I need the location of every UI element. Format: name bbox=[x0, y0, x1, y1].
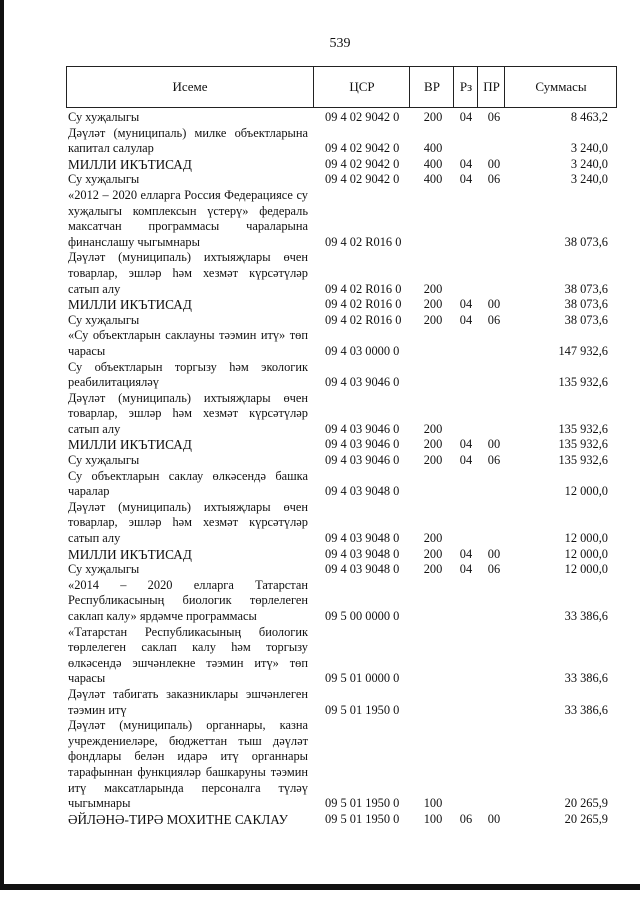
row-csr: 09 4 02 R016 0 bbox=[325, 281, 402, 296]
row-rz: 04 bbox=[459, 312, 473, 327]
row-pr: 00 bbox=[487, 156, 501, 171]
row-name: «2014 – 2020 елларга Татарстан Республикасының биологик төрлелеген саклап калу» ярдәмче программасы bbox=[68, 577, 308, 623]
table-row bbox=[68, 188, 608, 250]
row-vr: 200 bbox=[423, 312, 443, 327]
table-row bbox=[68, 313, 608, 329]
table-row bbox=[68, 360, 608, 391]
row-vr: 200 bbox=[423, 453, 443, 468]
row-amount: 38 073,6 bbox=[564, 281, 608, 296]
row-csr: 09 5 01 0000 0 bbox=[325, 671, 400, 686]
row-csr: 09 5 01 1950 0 bbox=[325, 702, 400, 717]
row-vr: 200 bbox=[423, 546, 443, 561]
table-row bbox=[68, 126, 608, 157]
table-row bbox=[68, 297, 608, 313]
row-amount: 38 073,6 bbox=[564, 312, 608, 327]
row-pr: 00 bbox=[487, 546, 501, 561]
row-rz: 06 bbox=[459, 811, 473, 826]
row-vr: 400 bbox=[423, 141, 443, 156]
row-amount: 135 932,6 bbox=[558, 453, 608, 468]
row-name: МИЛЛИ ИКЪТИСАД bbox=[68, 156, 192, 172]
header-amount: Суммасы bbox=[504, 67, 617, 107]
row-csr: 09 4 02 R016 0 bbox=[325, 234, 402, 249]
row-rz: 04 bbox=[459, 546, 473, 561]
row-amount: 38 073,6 bbox=[564, 297, 608, 312]
row-name: МИЛЛИ ИКЪТИСАД bbox=[68, 297, 192, 313]
row-amount: 3 240,0 bbox=[570, 141, 608, 156]
row-amount: 135 932,6 bbox=[558, 375, 608, 390]
row-vr: 200 bbox=[423, 110, 443, 124]
row-pr: 06 bbox=[487, 562, 501, 577]
row-name: Дәүләт (муниципаль) ихтыяҗлары өчен товарлар, эшләр һәм хезмәт күрсәтүләр сатып алу bbox=[68, 250, 308, 296]
row-rz: 04 bbox=[459, 562, 473, 577]
scan-left-border bbox=[0, 0, 4, 890]
row-name: «Су объектларын саклауны тәэмин итү» төп чарасы bbox=[68, 328, 308, 358]
row-csr: 09 4 03 9048 0 bbox=[325, 562, 400, 577]
row-csr: 09 4 02 R016 0 bbox=[325, 297, 402, 312]
header-name: Исеме bbox=[172, 79, 208, 94]
row-rz: 04 bbox=[459, 297, 473, 312]
row-amount: 20 265,9 bbox=[564, 811, 608, 826]
row-vr: 200 bbox=[423, 531, 443, 546]
row-csr: 09 4 02 9042 0 bbox=[325, 141, 400, 156]
row-rz: 04 bbox=[459, 156, 473, 171]
row-name: Дәүләт (муниципаль) ихтыяҗлары өчен товарлар, эшләр һәм хезмәт күрсәтүләр сатып алу bbox=[68, 499, 308, 546]
row-csr: 09 5 01 1950 0 bbox=[325, 811, 400, 826]
table-row bbox=[68, 328, 608, 359]
table-row bbox=[68, 812, 608, 828]
row-amount: 33 386,6 bbox=[564, 671, 608, 686]
header-rz: Рз bbox=[453, 67, 478, 107]
row-rz: 04 bbox=[459, 437, 473, 452]
row-vr: 200 bbox=[423, 281, 443, 296]
row-csr: 09 4 02 9042 0 bbox=[325, 172, 400, 187]
row-amount: 38 073,6 bbox=[564, 234, 608, 249]
row-name: ӘЙЛӘНӘ-ТИРӘ МОХИТНЕ САКЛАУ bbox=[68, 811, 288, 827]
row-name: МИЛЛИ ИКЪТИСАД bbox=[68, 546, 192, 562]
row-pr: 06 bbox=[487, 312, 501, 327]
table-header bbox=[66, 66, 617, 108]
row-name: Су хуҗалыгы bbox=[68, 562, 140, 577]
table-row bbox=[68, 625, 608, 687]
row-amount: 20 265,9 bbox=[564, 796, 608, 811]
row-rz: 04 bbox=[459, 453, 473, 468]
table-body bbox=[68, 110, 608, 827]
row-name: Дәүләт (муниципаль) органнары, казна учреждениеләре, бюджеттан тыш дәүләт фондлары белән идарә итү органнары тарафыннан функцияләр башкаруны тәэмин итү максатларында персоналга түләү чыгымнары bbox=[68, 718, 308, 811]
row-rz: 04 bbox=[459, 172, 473, 187]
row-csr: 09 4 03 9046 0 bbox=[325, 437, 400, 452]
table-row bbox=[68, 250, 608, 297]
row-csr: 09 4 03 9046 0 bbox=[325, 453, 400, 468]
row-amount: 33 386,6 bbox=[564, 609, 608, 623]
row-name: Дәүләт табигать заказниклары эшчәнлеген тәэмин итү bbox=[68, 686, 308, 717]
table-row bbox=[68, 562, 608, 578]
row-vr: 200 bbox=[423, 297, 443, 312]
row-pr: 00 bbox=[487, 297, 501, 312]
row-name: Су хуҗалыгы bbox=[68, 172, 140, 187]
row-csr: 09 5 01 1950 0 bbox=[325, 796, 400, 811]
row-vr: 100 bbox=[423, 796, 443, 811]
row-csr: 09 4 02 R016 0 bbox=[325, 312, 402, 327]
table-row bbox=[68, 172, 608, 188]
row-csr: 09 4 03 0000 0 bbox=[325, 343, 400, 358]
table-row bbox=[68, 718, 608, 812]
row-name: Су объектларын торгызу һәм экологик реабилитацияләү bbox=[68, 359, 308, 390]
row-name: «Татарстан Республикасының биологик төрлелеген саклап калу һәм торгызу өлкәсендә эшчәнлекне тәэмин итү» төп чарасы bbox=[68, 624, 308, 686]
row-amount: 33 386,6 bbox=[564, 702, 608, 717]
row-vr: 200 bbox=[423, 421, 443, 436]
row-amount: 147 932,6 bbox=[558, 343, 608, 358]
row-name: Су хуҗалыгы bbox=[68, 110, 140, 124]
row-pr: 06 bbox=[487, 172, 501, 187]
row-amount: 8 463,2 bbox=[570, 110, 608, 124]
header-pr: ПР bbox=[477, 67, 505, 107]
table-row bbox=[68, 547, 608, 563]
row-csr: 09 4 03 9046 0 bbox=[325, 375, 400, 390]
row-csr: 09 4 03 9046 0 bbox=[325, 421, 400, 436]
row-amount: 12 000,0 bbox=[564, 484, 608, 499]
row-vr: 100 bbox=[423, 811, 443, 826]
table-row bbox=[68, 453, 608, 469]
row-csr: 09 4 02 9042 0 bbox=[325, 110, 400, 124]
table-row bbox=[68, 157, 608, 173]
row-name: Су хуҗалыгы bbox=[68, 453, 140, 468]
row-vr: 200 bbox=[423, 437, 443, 452]
row-csr: 09 4 03 9048 0 bbox=[325, 546, 400, 561]
row-name: МИЛЛИ ИКЪТИСАД bbox=[68, 437, 192, 453]
row-pr: 00 bbox=[487, 437, 501, 452]
row-pr: 00 bbox=[487, 811, 501, 826]
row-csr: 09 4 03 9048 0 bbox=[325, 531, 400, 546]
row-name: Су хуҗалыгы bbox=[68, 312, 140, 327]
row-name: Дәүләт (муниципаль) милке объектларына капитал салулар bbox=[68, 125, 308, 156]
row-csr: 09 4 03 9048 0 bbox=[325, 484, 400, 499]
page-number: 539 bbox=[329, 36, 351, 51]
header-csr: ЦСР bbox=[313, 67, 410, 107]
row-amount: 135 932,6 bbox=[558, 421, 608, 436]
row-vr: 200 bbox=[423, 562, 443, 577]
table-row bbox=[68, 578, 608, 625]
row-vr: 400 bbox=[423, 156, 443, 171]
row-amount: 3 240,0 bbox=[570, 156, 608, 171]
row-name: Су объектларын саклау өлкәсендә башка чаралар bbox=[68, 468, 308, 499]
scan-bottom-border bbox=[0, 884, 640, 890]
row-amount: 12 000,0 bbox=[564, 531, 608, 546]
row-rz: 04 bbox=[459, 110, 473, 124]
row-csr: 09 5 00 0000 0 bbox=[325, 609, 400, 623]
row-name: «2012 – 2020 елларга Россия Федерациясе су хуҗалыгы комплексын үстерү» федераль максатчан программасы чараларына финанслашу чыгымнары bbox=[68, 187, 308, 249]
row-amount: 12 000,0 bbox=[564, 546, 608, 561]
table-row bbox=[68, 469, 608, 500]
header-vr: ВР bbox=[409, 67, 454, 107]
row-csr: 09 4 02 9042 0 bbox=[325, 156, 400, 171]
table-row bbox=[68, 437, 608, 453]
row-pr: 06 bbox=[487, 110, 501, 124]
table-row bbox=[68, 687, 608, 718]
table-row bbox=[68, 391, 608, 438]
row-vr: 400 bbox=[423, 172, 443, 187]
row-pr: 06 bbox=[487, 453, 501, 468]
row-amount: 12 000,0 bbox=[564, 562, 608, 577]
row-amount: 135 932,6 bbox=[558, 437, 608, 452]
row-name: Дәүләт (муниципаль) ихтыяҗлары өчен товарлар, эшләр һәм хезмәт күрсәтүләр сатып алу bbox=[68, 390, 308, 436]
row-amount: 3 240,0 bbox=[570, 172, 608, 187]
table-row bbox=[68, 110, 608, 126]
table-row bbox=[68, 500, 608, 547]
